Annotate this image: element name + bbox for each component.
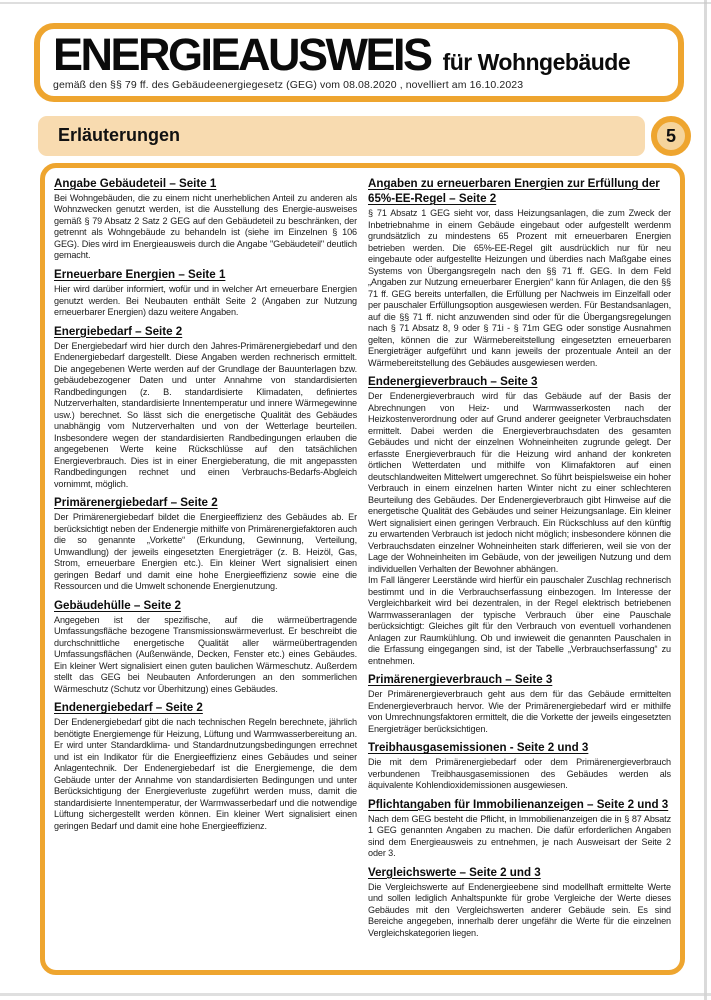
section-paragraph: § 71 Absatz 1 GEG sieht vor, dass Heizungsanlagen, die zum Zweck der Inbetriebnahme in einem Gebäude eingebaut oder aufgestellt werdenm grundsätzlich zu mindestens 65 Prozent mit erneuerbaren Energien betrieben werden. Die 65%-EE-Regel gilt ausdrücklich nur für neu eingebaute oder aufgestellte Heizungen und überdies nach Maßgabe eines Systems von Übergangsregeln nach den §§ 71 ff. GEG. In dem Feld „Angaben zur Nutzung erneuerbarer Energien“ kann für Anlagen, die den §§ 71 ff. GEG bereits unterfallen, die Erfüllung per Nachweis im Einzelfall oder per pauschaler Erfüllungsoption ausgewiesen werden. Für Bestandsanlagen, auf die §§ 71 ff. nicht anzuwenden sind oder für die Übergangsregelungen nach § 71 Absatz 8, 9 oder § 71i - § 71m GEG oder sonstige Ausnahmen gelten, können die zur Wärmebereitstellung eingesetzten erneuerbaren Energieträger aufgeführt und kann jeweils der prozentuale Anteil an der Wärmebereitstellung des Gebäudes ausgewiesen werden. (368, 208, 671, 368)
section-banner-label: Erläuterungen (58, 125, 181, 146)
section-banner (38, 116, 645, 156)
law-reference: gemäß den §§ 79 ff. des Gebäudeenergiegesetz (GEG) vom 08.08.2020 , novelliert am 16.10.2023 (53, 78, 524, 91)
section-primaerenergiebedarf (54, 495, 357, 593)
page-number-badge (651, 116, 691, 156)
document-title-suffix: für Wohngebäude (442, 49, 631, 75)
section-heading: Primärenergiebedarf – Seite 2 (54, 496, 218, 510)
section-heading: Treibhausgasemissionen - Seite 2 und 3 (368, 741, 589, 755)
section-gebaeudehuelle (54, 598, 357, 696)
header-box (34, 23, 684, 102)
section-paragraph: Die mit dem Primärenergiebedarf oder dem Primärenergieverbrauch verbundenen Treibhausgasemissionen des Gebäudes werden als äquivalente Kohlendioxidemissionen ausgewiesen. (368, 757, 671, 791)
scan-artifact-top-edge (0, 2, 711, 4)
section-heading: Energiebedarf – Seite 2 (54, 324, 183, 338)
title-row (53, 29, 666, 80)
section-paragraph: Im Fall längerer Leerstände wird hierfür ein pauschaler Zuschlag rechnerisch bestimmt und in die Verbrauchserfassung einbezogen. Im Interesse der Vergleichbarkeit wird bei dezentralen, in der Regel elektrisch betriebenen Warmwasseranlagen der typische Verbrauch über eine Pauschale berücksichtigt: Gleiches gilt für den Verbrauch von eventuell vorhandenen Anlagen zur Raumkühlung. Ob und inwieweit die genannten Pauschalen in die Erfassung eingegangen sind, ist der Tabelle „Verbrauchserfassung“ zu entnehmen. (368, 575, 671, 666)
section-heading: Endenergieverbrauch – Seite 3 (368, 375, 538, 389)
section-endenergieverbrauch (368, 374, 671, 667)
section-pflichtangaben-immobilienanzeigen (368, 797, 671, 860)
section-heading: Vergleichswerte – Seite 2 und 3 (368, 865, 541, 879)
section-treibhausgasemissionen (368, 740, 671, 792)
section-paragraph: Angegeben ist der spezifische, auf die wärmeübertragende Umfassungsfläche bezogene Transmissionswärmeverlust. Er beschreibt die durchschnittliche energetische Qualität aller wärmeübertragenden Umfassungsflächen (Außenwände, Decken, Fenster etc.) eines Gebäudes. Ein kleiner Wert signalisiert einen guten baulichen Wärmeschutz. Außerdem stellt das GEG bei Neubauten Anforderungen an den sommerlichen Wärmeschutz (Schutz vor Überhitzung) eines Gebäudes. (54, 614, 357, 694)
section-heading: Angabe Gebäudeteil – Seite 1 (54, 176, 217, 190)
page-number: 5 (665, 125, 676, 146)
section-heading: Primärenergieverbrauch – Seite 3 (368, 673, 553, 687)
section-paragraph: Nach dem GEG besteht die Pflicht, in Immobilienanzeigen die in § 87 Absatz 1 GEG genannten Angaben zu machen. Die dafür erforderlichen Angaben sind dem Energieausweis zu entnehmen, je nach Ausweisart der Seite 2 oder 3. (368, 813, 671, 859)
section-paragraph: Der Endenergiebedarf gibt die nach technischen Regeln berechnete, jährlich benötigte Energiemenge für Heizung, Lüftung und Warmwasserbereitung an. Er wird unter Standardklima- und Standardnutzungsbedingungen errechnet und ist ein Indikator für die Energieeffizienz eines Gebäudes und seiner Anlagentechnik. Der Endenergiebedarf ist die Energiemenge, die dem Gebäude unter der Annahme von standardisierten Bedingungen und unter Berücksichtigung der Energieverluste zugeführt werden muss, damit die standardisierte Innentemperatur, der Warmwasserbedarf und die notwendige Lüftung sichergestellt werden können. Ein kleiner Wert signalisiert einen geringen Bedarf und damit eine hohe Energieeffizienz. (54, 717, 357, 831)
scan-artifact-right-edge (704, 0, 707, 1000)
section-heading: Pflichtangaben für Immobilienanzeigen – Seite 2 und 3 (368, 797, 669, 811)
section-erneuerbare-energien (54, 267, 357, 319)
scan-artifact-bottom-edge (0, 993, 711, 996)
section-paragraph: Die Vergleichswerte auf Endenergieebene sind modellhaft ermittelte Werte und sollen lediglich Anhaltspunkte für grobe Vergleiche der Werte dieses Gebäudes mit den Vergleichswerten anderer Gebäude sein. Es sind Bereiche angegeben, innerhalb derer ungefähr die Werte für die einzelnen Vergleichskategorien liegen. (368, 881, 671, 938)
section-paragraph: Der Energiebedarf wird hier durch den Jahres-Primärenergiebedarf und den Endenergiebedarf dargestellt. Diese Angaben werden rechnerisch ermittelt. Die angegebenen Werte werden auf der Grundlage der Bauunterlagen bzw. gebäudebezogener Daten und unter Annahme von standardisierten Randbedingungen (z. B. standardisierte Klimadaten, definiertes Nutzerverhalten, standardisierte Innentemperatur und innere Wärmegewinne usw.) berechnet. So lässt sich die energetische Qualität des Gebäudes unabhängig vom Nutzerverhalten und von der Wetterlage beurteilen. Insbesondere wegen der standardisierten Randbedingungen erlauben die angegebenen Werte keine Rückschlüsse auf den tatsächlichen Energieverbrauch. Dies ist in einer Energieberatung, die mit angepassten Randbedingungen rechnet und einen Verbrauchs-Bedarfs-Abgleich vornimmt, möglich. (54, 340, 357, 489)
column-left (54, 176, 357, 832)
section-primaerenergieverbrauch (368, 672, 671, 735)
column-right (368, 176, 671, 939)
section-heading: Gebäudehülle – Seite 2 (54, 598, 181, 612)
section-angabe-gebaeudeteil (54, 176, 357, 262)
section-heading: Erneuerbare Energien – Seite 1 (54, 267, 226, 281)
section-paragraph: Der Endenergieverbrauch wird für das Gebäude auf der Basis der Abrechnungen von Heiz- und Warmwasserkosten nach der Heizkostenverordnung oder auf Grund anderer geeigneter Verbrauchsdaten ermittelt. Dabei werden die Energieverbrauchsdaten des gesamten Gebäudes und nicht der einzelnen Wohneinheiten zugrunde gelegt. Der erfasste Energieverbrauch für die Heizung wird anhand der konkreten örtlichen Wetterdaten und mithilfe von Klimafaktoren auf einen deutschlandweiten Mittelwert umgerechnet. So führt beispielsweise ein hoher Verbrauch in einem einzelnen harten Winter nicht zu einer schlechteren Beurteilung des Gebäudes. Der Endenergieverbrauch gibt Hinweise auf die energetische Qualität des Gebäudes und seiner Heizungsanlage. Ein kleiner Wert signalisiert einen geringen Verbrauch. Ein Rückschluss auf den künftig zu erwartenden Verbrauch ist jedoch nicht möglich; insbesondere können die Verbrauchsdaten einzelner Wohneinheiten stark differieren, weil sie von der Lage der Wohneinheiten im Gebäude, von der jeweiligen Nutzung und dem individuellen Verhalten der Bewohner abhängen. (368, 391, 671, 574)
document-title: ENERGIEAUSWEIS (53, 29, 431, 80)
section-endenergiebedarf (54, 700, 357, 832)
content-box (40, 163, 685, 975)
section-energiebedarf (54, 324, 357, 491)
banner-row (38, 116, 691, 156)
section-paragraph: Hier wird darüber informiert, wofür und in welcher Art erneuerbare Energien genutzt werden. Bei Neubauten enthält Seite 2 (Angaben zur Nutzung erneuerbarer Energien) dazu weitere Angaben. (54, 284, 357, 318)
section-heading: Endenergiebedarf – Seite 2 (54, 701, 203, 715)
section-paragraph: Der Primärenergieverbrauch geht aus dem für das Gebäude ermittelten Endenergieverbrauch hervor. Wie der Primärenergiebedarf wird er mithilfe von Umrechnungsfaktoren ermittelt, die die Vorkette der jeweils eingesetzten Energieträger berücksichtigen. (368, 689, 671, 734)
section-paragraph: Bei Wohngebäuden, die zu einem nicht unerheblichen Anteil zu anderen als Wohnzwecken genutzt werden, ist die Ausstellung des Energie-ausweises gemäß § 79 Absatz 2 Satz 2 GEG auf den Gebäudeteil zu beschränken, der getrennt als Wohngebäude zu behandeln ist (siehe im Einzelnen § 106 GEG). Dies wird im Energieausweis durch die Angabe "Gebäudeteil" deutlich gemacht. (54, 192, 357, 261)
section-paragraph: Der Primärenergiebedarf bildet die Energieeffizienz des Gebäudes ab. Er berücksichtigt neben der Endenergie mithilfe von Primärenergiefaktoren auch die so genannte „Vorkette“ (Erkundung, Gewinnung, Verteilung, Umwandlung) der jeweils eingesetzten Energieträger (z. B. Heizöl, Gas, Strom, erneuerbare Energien etc.). Ein kleiner Wert signalisiert einen geringen Bedarf und damit eine hohe Energieeffizienz sowie eine die Ressourcen und die Umwelt schonende Energienutzung. (54, 512, 357, 592)
section-65-ee-regel (368, 176, 671, 369)
section-heading: Angaben zu erneuerbaren Energien zur Erfüllung der 65%-EE-Regel – Seite 2 (368, 176, 660, 205)
section-vergleichswerte (368, 865, 671, 940)
